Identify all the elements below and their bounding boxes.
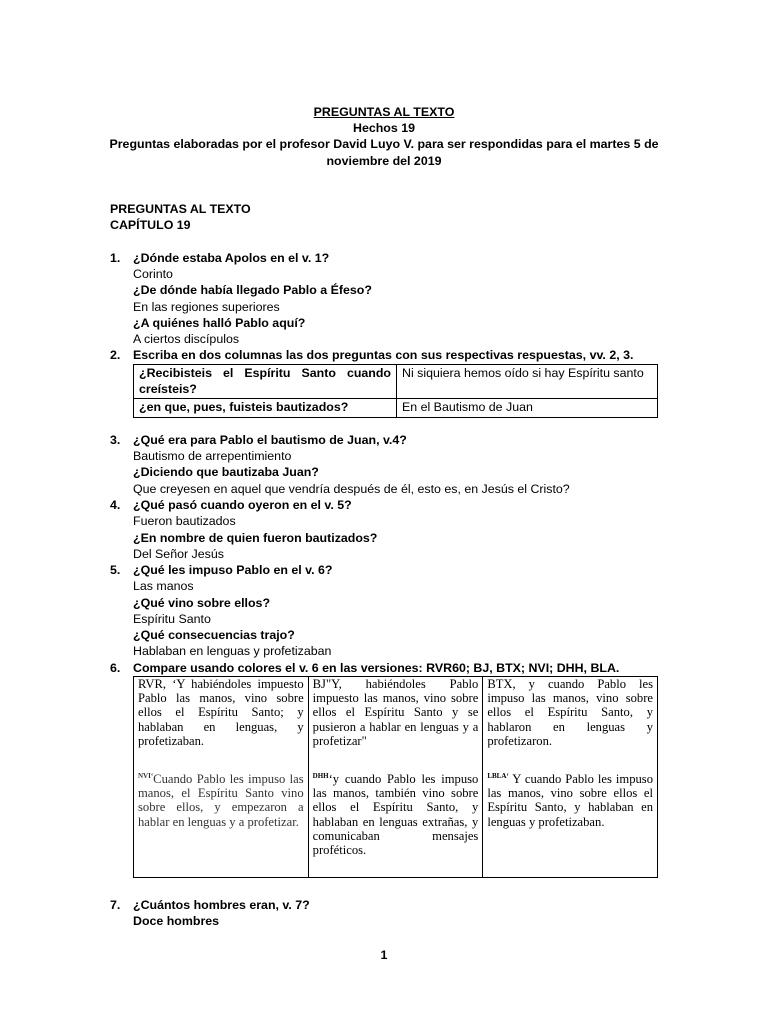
question-number: 7. (110, 898, 121, 912)
version-text: Cuando Pablo les impuso las manos, el Espíritu Santo vino sobre ellos, y empezaron a hablar en lenguas y a profetizar. (138, 772, 304, 829)
answer: Corinto (133, 267, 173, 281)
subtitle-line-1: Preguntas elaboradas por el profesor David Luyo V. para ser respondidas para el martes 5 de (109, 137, 659, 151)
question-text: ¿Qué les impuso Pablo en el v. 6? (133, 563, 333, 577)
table-row (134, 399, 658, 418)
version-cell-btx (483, 677, 658, 770)
question-number: 6. (110, 661, 121, 675)
sub-question: ¿En nombre de quien fueron bautizados? (133, 531, 378, 545)
question-text: Escriba en dos columnas las dos preguntas con sus respectivas respuestas, vv. 2, 3. (133, 348, 634, 362)
table-cell-answer: Ni siquiera hemos oído si hay Espíritu santo (397, 365, 658, 399)
answer: Hablaban en lenguas y profetizaban (133, 644, 332, 658)
question-text: Compare usando colores el v. 6 en las versiones: RVR60; BJ, BTX; NVI; DHH, BLA. (133, 661, 620, 675)
version-cell-nvi (134, 769, 309, 878)
subtitle-line-2: noviembre del 2019 (326, 153, 442, 168)
answer: En las regiones superiores (133, 300, 280, 314)
version-text: BJ"Y, habiéndoles Pablo impuesto las manos, vino sobre ellos el Espíritu Santo y se pusieron a hablar en lenguas y a profetizar" (312, 677, 479, 748)
table-row (134, 677, 658, 770)
version-text: BTX, y cuando Pablo les impuso las manos, vino sobre ellos el Espíritu Santo, y hablaron en lenguas y profetizaron. (487, 677, 653, 748)
version-cell-lbla (483, 769, 658, 878)
answer: Que creyesen en aquel que vendría después de él, esto es, en Jesús el Cristo? (133, 482, 570, 496)
sub-question: ¿A quiénes halló Pablo aquí? (133, 316, 306, 330)
section-heading: PREGUNTAS AL TEXTO (110, 202, 251, 216)
page-number: 1 (380, 948, 388, 962)
version-text: Y cuando Pablo les impuso las manos, vino sobre ellos el Espíritu Santo, y hablaban en lenguas y profetizaban. (487, 772, 653, 829)
table-cell-question: ¿Recibisteis el Espíritu Santo cuando creísteis? (134, 365, 397, 399)
answer: Del Señor Jesús (133, 547, 224, 561)
question-number: 4. (110, 498, 121, 512)
table-cell-answer: En el Bautismo de Juan (397, 399, 658, 418)
document-title: PREGUNTAS AL TEXTO (313, 105, 455, 119)
table-row (134, 365, 658, 399)
question-number: 2. (110, 348, 121, 362)
answer: A ciertos discípulos (133, 332, 240, 346)
answer: Espíritu Santo (133, 612, 211, 626)
question-number: 1. (110, 251, 121, 265)
version-cell-rvr (134, 677, 309, 770)
answer: Bautismo de arrepentimiento (133, 449, 292, 463)
table-row (134, 769, 658, 878)
question-text: ¿Qué era para Pablo el bautismo de Juan, v.4? (133, 433, 407, 447)
sub-question: ¿Qué consecuencias trajo? (133, 628, 295, 642)
sub-question: ¿Qué vino sobre ellos? (133, 596, 271, 610)
question-text: ¿Qué pasó cuando oyeron en el v. 5? (133, 498, 352, 512)
answer: Las manos (133, 579, 194, 593)
question-number: 3. (110, 433, 121, 447)
version-tag: LBLA‘ (487, 772, 509, 780)
table-cell-question: ¿en que, pues, fuisteis bautizados? (134, 399, 397, 418)
question-text: ¿Cuántos hombres eran, v. 7? (133, 898, 310, 912)
book-reference: Hechos 19 (353, 121, 415, 135)
qa-table (133, 364, 658, 418)
sub-question: ¿Diciendo que bautizaba Juan? (133, 465, 319, 479)
answer: Doce hombres (133, 914, 220, 928)
version-cell-dhh (308, 769, 483, 878)
question-number: 5. (110, 563, 121, 577)
document-subtitle (100, 136, 668, 169)
answer: Fueron bautizados (133, 514, 236, 528)
version-tag: NVI‘ (138, 772, 154, 780)
chapter-heading: CAPÍTULO 19 (110, 218, 191, 232)
sub-question: ¿De dónde había llegado Pablo a Éfeso? (133, 283, 372, 297)
version-text: ‘y cuando Pablo les impuso las manos, también vino sobre ellos el Espíritu Santo, y hablaban en lenguas extrañas, y comunicaban mensajes proféticos. (312, 772, 479, 858)
versions-table (133, 676, 658, 878)
version-text: RVR, ‘Y habiéndoles impuesto Pablo las manos, vino sobre ellos el Espíritu Santo; y hablaban en lenguas, y profetizaban. (138, 677, 304, 748)
question-text: ¿Dónde estaba Apolos en el v. 1? (133, 251, 330, 265)
version-cell-bj (308, 677, 483, 770)
version-tag: DHH (312, 772, 329, 780)
